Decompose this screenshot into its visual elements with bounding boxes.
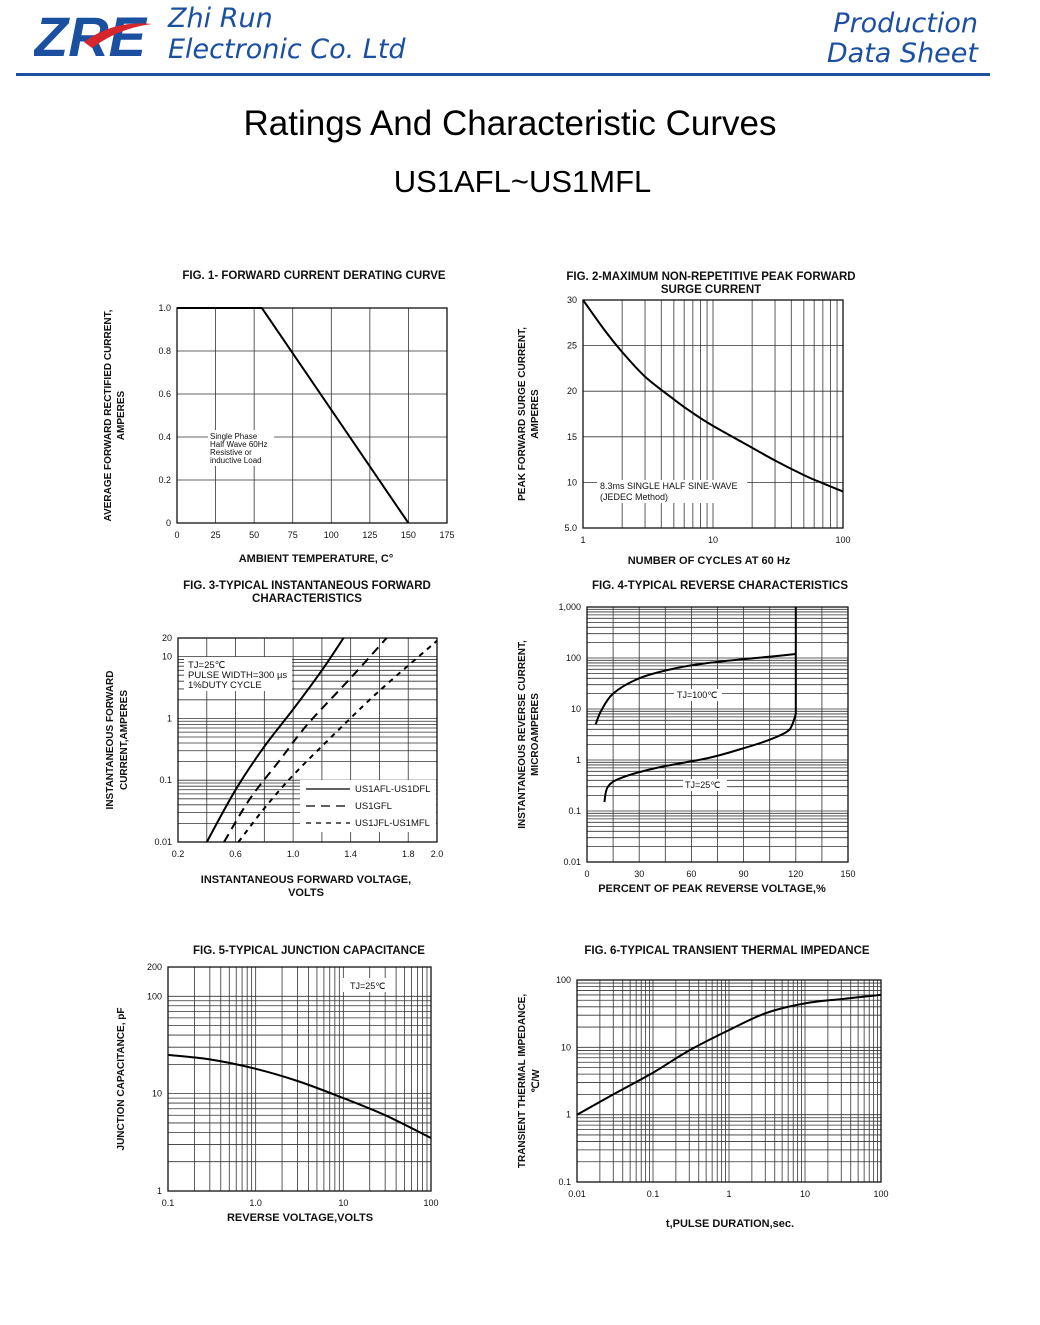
plot-frame (177, 308, 447, 523)
fig2-annotation: 8.3ms SINGLE HALF SINE-WAVE (600, 481, 738, 491)
page-title: Ratings And Characteristic Curves (243, 104, 777, 143)
fig5-chart (116, 945, 439, 1224)
y-axis-label: ℃/W (531, 1069, 542, 1093)
x-tick-label: 1 (726, 1189, 732, 1199)
y-tick-label: 100 (565, 653, 581, 663)
chart-title: FIG. 6-TYPICAL TRANSIENT THERMAL IMPEDANCE (584, 945, 870, 957)
y-tick-label: 20 (161, 633, 172, 643)
y-tick-label: 10 (560, 1042, 571, 1053)
y-tick-label: 10 (566, 477, 577, 488)
x-tick-label: 75 (287, 530, 298, 540)
chart-title: FIG. 2-MAXIMUM NON-REPETITIVE PEAK FORWARD (566, 271, 856, 283)
y-tick-label: 0.01 (154, 837, 172, 847)
fig2-chart (517, 271, 856, 567)
y-tick-label: 0.8 (158, 346, 171, 356)
chart-title: FIG. 4-TYPICAL REVERSE CHARACTERISTICS (591, 580, 849, 592)
x-tick-label: 0.6 (229, 849, 242, 859)
fig5-annotation: TJ=25℃ (350, 981, 386, 991)
y-tick-label: 1,000 (558, 602, 581, 612)
x-tick-label: 175 (439, 530, 455, 540)
fig6-chart (517, 945, 889, 1230)
part-range: US1AFL~US1MFL (393, 164, 652, 199)
x-tick-label: 0 (174, 530, 180, 540)
y-tick-label: 10 (570, 704, 581, 714)
y-tick-label: 10 (151, 1088, 162, 1099)
y-tick-label: 100 (146, 991, 162, 1002)
y-axis-label: PEAK FORWARD SURGE CURRENT, (517, 327, 528, 501)
x-tick-label: 150 (840, 869, 856, 879)
fig3-annotation: PULSE WIDTH=300 µs (188, 670, 288, 681)
company-line-1: Zhi Run (168, 3, 273, 34)
x-tick-label: 0.1 (161, 1198, 175, 1208)
chart-title: SURGE CURRENT (660, 284, 762, 296)
y-tick-label: 5.0 (564, 523, 577, 533)
y-tick-label: 0.1 (558, 1177, 571, 1187)
y-tick-label: 100 (555, 975, 571, 985)
x-axis-label: PERCENT OF PEAK REVERSE VOLTAGE,% (598, 883, 826, 895)
x-tick-label: 25 (210, 530, 221, 540)
fig3-legend-label: US1AFL-US1DFL (355, 784, 431, 795)
x-tick-label: 50 (249, 530, 260, 540)
x-tick-label: 0 (584, 869, 590, 879)
x-tick-label: 10 (707, 535, 719, 545)
x-tick-label: 100 (323, 530, 339, 540)
x-tick-label: 0.1 (646, 1189, 660, 1199)
x-axis-label: AMBIENT TEMPERATURE, C° (238, 553, 394, 565)
fig4-label-100c: TJ=100℃ (677, 690, 718, 700)
y-tick-label: 0.6 (158, 389, 171, 399)
fig5-capacitance-curve (168, 1055, 431, 1138)
fig3-annotation: 1%DUTY CYCLE (188, 680, 262, 691)
company-line-2: Electronic Co. Ltd (168, 34, 406, 65)
y-tick-label: 1 (156, 1186, 162, 1196)
x-tick-label: 1.4 (344, 849, 357, 859)
y-tick-label: 0.01 (563, 857, 581, 867)
x-axis-label: REVERSE VOLTAGE,VOLTS (226, 1212, 374, 1224)
fig4-chart (517, 580, 856, 895)
doc-type-line-1: Production (833, 8, 978, 39)
y-axis-label: AMPERES (530, 389, 541, 439)
x-tick-label: 120 (788, 869, 804, 879)
y-axis-label: INSTANTANEOUS REVERSE CURRENT, (517, 640, 528, 829)
y-tick-label: 1.0 (158, 303, 171, 313)
x-tick-label: 1.8 (401, 849, 415, 859)
y-tick-label: 10 (161, 651, 172, 662)
x-tick-label: 60 (686, 869, 697, 879)
y-tick-label: 20 (566, 386, 577, 397)
y-tick-label: 0.1 (159, 775, 172, 786)
x-tick-label: 0.2 (171, 849, 185, 859)
fig1-annotation: Single Phase (210, 432, 258, 441)
x-axis-label: VOLTS (288, 887, 324, 899)
chart-title: CHARACTERISTICS (252, 593, 362, 605)
y-axis-label: MICROAMPERES (530, 693, 541, 776)
fig3-legend-label: US1GFL (355, 801, 392, 812)
x-tick-label: 125 (362, 530, 378, 540)
chart-title: FIG. 3-TYPICAL INSTANTANEOUS FORWARD (183, 580, 431, 592)
y-tick-label: 200 (146, 962, 162, 972)
x-tick-label: 1.0 (286, 849, 300, 859)
chart-title: FIG. 1- FORWARD CURRENT DERATING CURVE (182, 270, 446, 282)
y-tick-label: 25 (566, 340, 577, 351)
x-tick-label: 100 (423, 1198, 439, 1208)
x-axis-label: INSTANTANEOUS FORWARD VOLTAGE, (200, 874, 412, 886)
x-axis-label: NUMBER OF CYCLES AT 60 Hz (627, 555, 791, 567)
fig1-chart (103, 270, 455, 565)
logo-text: ZRE (34, 5, 146, 64)
y-tick-label: 0.4 (158, 432, 171, 442)
fig4-label-25c: TJ=25℃ (685, 780, 721, 790)
y-tick-label: 0 (165, 518, 171, 528)
fig1-annotation: Half Wave 60Hz (210, 440, 268, 449)
y-tick-label: 1 (575, 755, 581, 765)
x-axis-label: t,PULSE DURATION,sec. (665, 1218, 795, 1230)
y-tick-label: 30 (566, 295, 577, 305)
x-tick-label: 30 (634, 869, 645, 879)
x-tick-label: 100 (873, 1189, 889, 1199)
fig3-legend-label: US1JFL-US1MFL (355, 818, 430, 829)
y-axis-label: AMPERES (116, 390, 127, 441)
x-tick-label: 150 (400, 530, 416, 540)
y-axis-label: JUNCTION CAPACITANCE, pF (116, 1007, 127, 1151)
fig2-annotation: (JEDEC Method) (600, 492, 669, 502)
y-axis-label: TRANSIENT THERMAL IMPEDANCE, (517, 993, 528, 1169)
y-axis-label: AVERAGE FORWARD RECTIFIED CURRENT, (103, 309, 114, 522)
y-axis-label: INSTANTANEOUS FORWARD (105, 670, 116, 810)
x-tick-label: 10 (799, 1189, 811, 1199)
y-tick-label: 0.2 (158, 475, 171, 485)
x-tick-label: 10 (338, 1198, 349, 1208)
fig3-chart (105, 580, 443, 899)
fig1-annotation: Resistive or (210, 448, 252, 457)
x-tick-label: 2.0 (430, 849, 444, 859)
fig1-annotation: inductive Load (210, 456, 262, 465)
y-tick-label: 0.1 (568, 806, 581, 816)
y-tick-label: 15 (566, 431, 577, 442)
y-axis-label: CURRENT,AMPERES (119, 689, 130, 791)
x-tick-label: 90 (738, 869, 749, 879)
doc-type-line-2: Data Sheet (826, 38, 978, 69)
x-tick-label: 1.0 (249, 1198, 262, 1208)
y-tick-label: 1 (166, 713, 172, 724)
x-tick-label: 100 (835, 535, 851, 545)
chart-title: FIG. 5-TYPICAL JUNCTION CAPACITANCE (193, 945, 425, 957)
y-tick-label: 1 (565, 1109, 571, 1120)
x-tick-label: 0.01 (568, 1189, 586, 1199)
fig3-annotation: TJ=25℃ (188, 660, 226, 671)
x-tick-label: 1 (580, 535, 586, 545)
